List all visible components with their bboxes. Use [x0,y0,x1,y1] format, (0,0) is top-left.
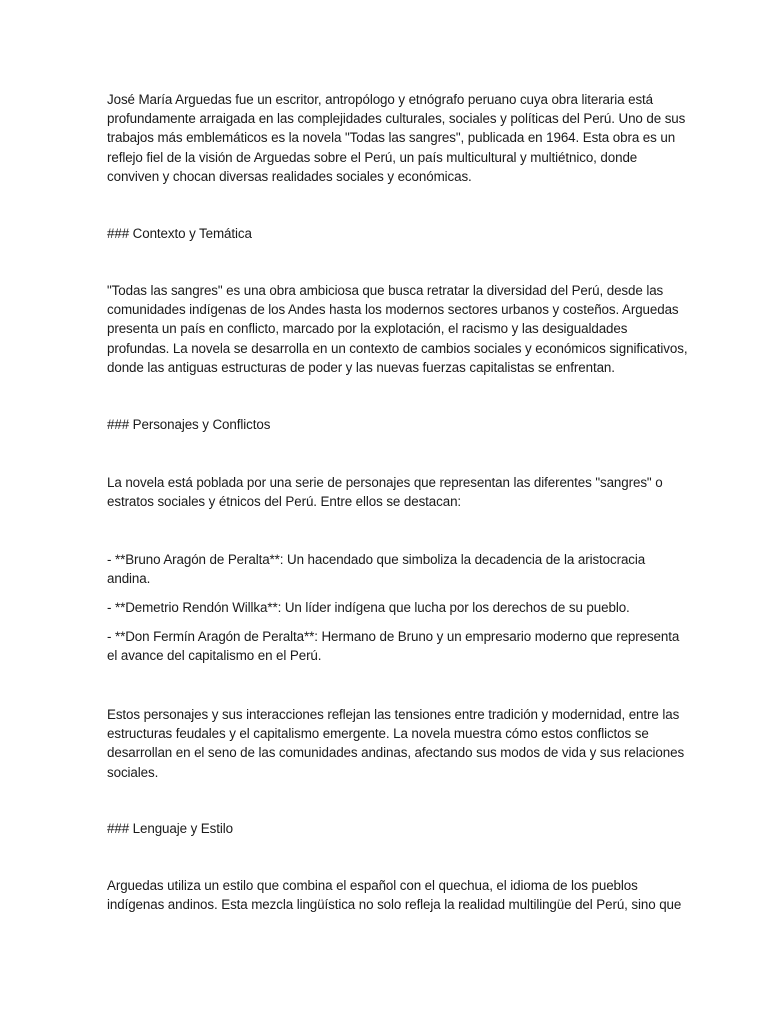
text-line: - **Don Fermín Aragón de Peralta**: Hermano de Bruno y un empresario moderno que representa [107,629,680,644]
list-item-bruno [107,550,667,588]
list-item-fermin [107,627,680,665]
text-line: estructuras feudales y el capitalismo emergente. La novela muestra cómo estos conflictos se [107,726,649,742]
text-line: Arguedas utiliza un estilo que combina el español con el quechua, el idioma de los pueblos [107,878,638,893]
text-line: presenta un país en conflicto, marcado por la explotación, el racismo y las desigualdades [107,321,628,337]
heading-text: ### Contexto y Temática [107,226,252,241]
text-line: donde las antiguas estructuras de poder y las nuevas fuerzas capitalistas se enfrentan. [107,359,615,375]
text-line: José María Arguedas fue un escritor, antropólogo y etnógrafo peruano cuya obra literaria está [107,92,654,107]
text-line: profundas. La novela se desarrolla en un contexto de cambios sociales y económicos significativos, [107,340,688,356]
text-line: Estos personajes y sus interacciones reflejan las tensiones entre tradición y modernidad, entre las [107,707,680,722]
text-line: sociales. [107,764,159,780]
text-line: profundamente arraigada en las complejidades culturales, sociales y políticas del Perú. Uno de sus [107,111,686,127]
heading-text: ### Lenguaje y Estilo [107,821,233,836]
text-line: andina. [107,571,151,587]
list-item-demetrio [107,598,667,617]
text-line: trabajos más emblemáticos es la novela "Todas las sangres", publicada en 1964. Esta obra es un [107,130,676,146]
text-line: conviven y chocan diversas realidades sociales y económicas. [107,168,472,184]
text-line: estratos sociales y étnicos del Perú. Entre ellos se destacan: [107,494,462,510]
text-line: - **Demetrio Rendón Willka**: Un líder indígena que lucha por los derechos de su pueblo. [107,600,630,615]
paragraph-personajes-intro [107,473,667,511]
paragraph-contexto [107,281,688,377]
paragraph-tensiones [107,705,685,782]
paragraph-intro [107,90,686,186]
section-heading-lenguaje [107,819,667,838]
section-heading-personajes [107,415,667,434]
text-line: el avance del capitalismo en el Perú. [107,648,322,664]
text-line: "Todas las sangres" es una obra ambiciosa que busca retratar la diversidad del Perú, desde las [107,283,664,298]
text-line: reflejo fiel de la visión de Arguedas sobre el Perú, un país multicultural y multiétnico, donde [107,149,638,165]
text-line: - **Bruno Aragón de Peralta**: Un hacendado que simboliza la decadencia de la aristocracia [107,552,646,567]
text-line: desarrollan en el seno de las comunidades andinas, afectando sus modos de vida y sus relaciones [107,745,685,761]
paragraph-lenguaje [107,876,682,914]
section-heading-contexto [107,224,667,243]
text-line: indígenas andinos. Esta mezcla lingüística no solo refleja la realidad multilingüe del Perú, sino que [107,897,682,913]
text-line: comunidades indígenas de los Andes hasta los modernos sectores urbanos y costeños. Arguedas [107,302,679,318]
heading-text: ### Personajes y Conflictos [107,417,271,432]
text-line: La novela está poblada por una serie de personajes que representan las diferentes "sangres" o [107,475,663,490]
